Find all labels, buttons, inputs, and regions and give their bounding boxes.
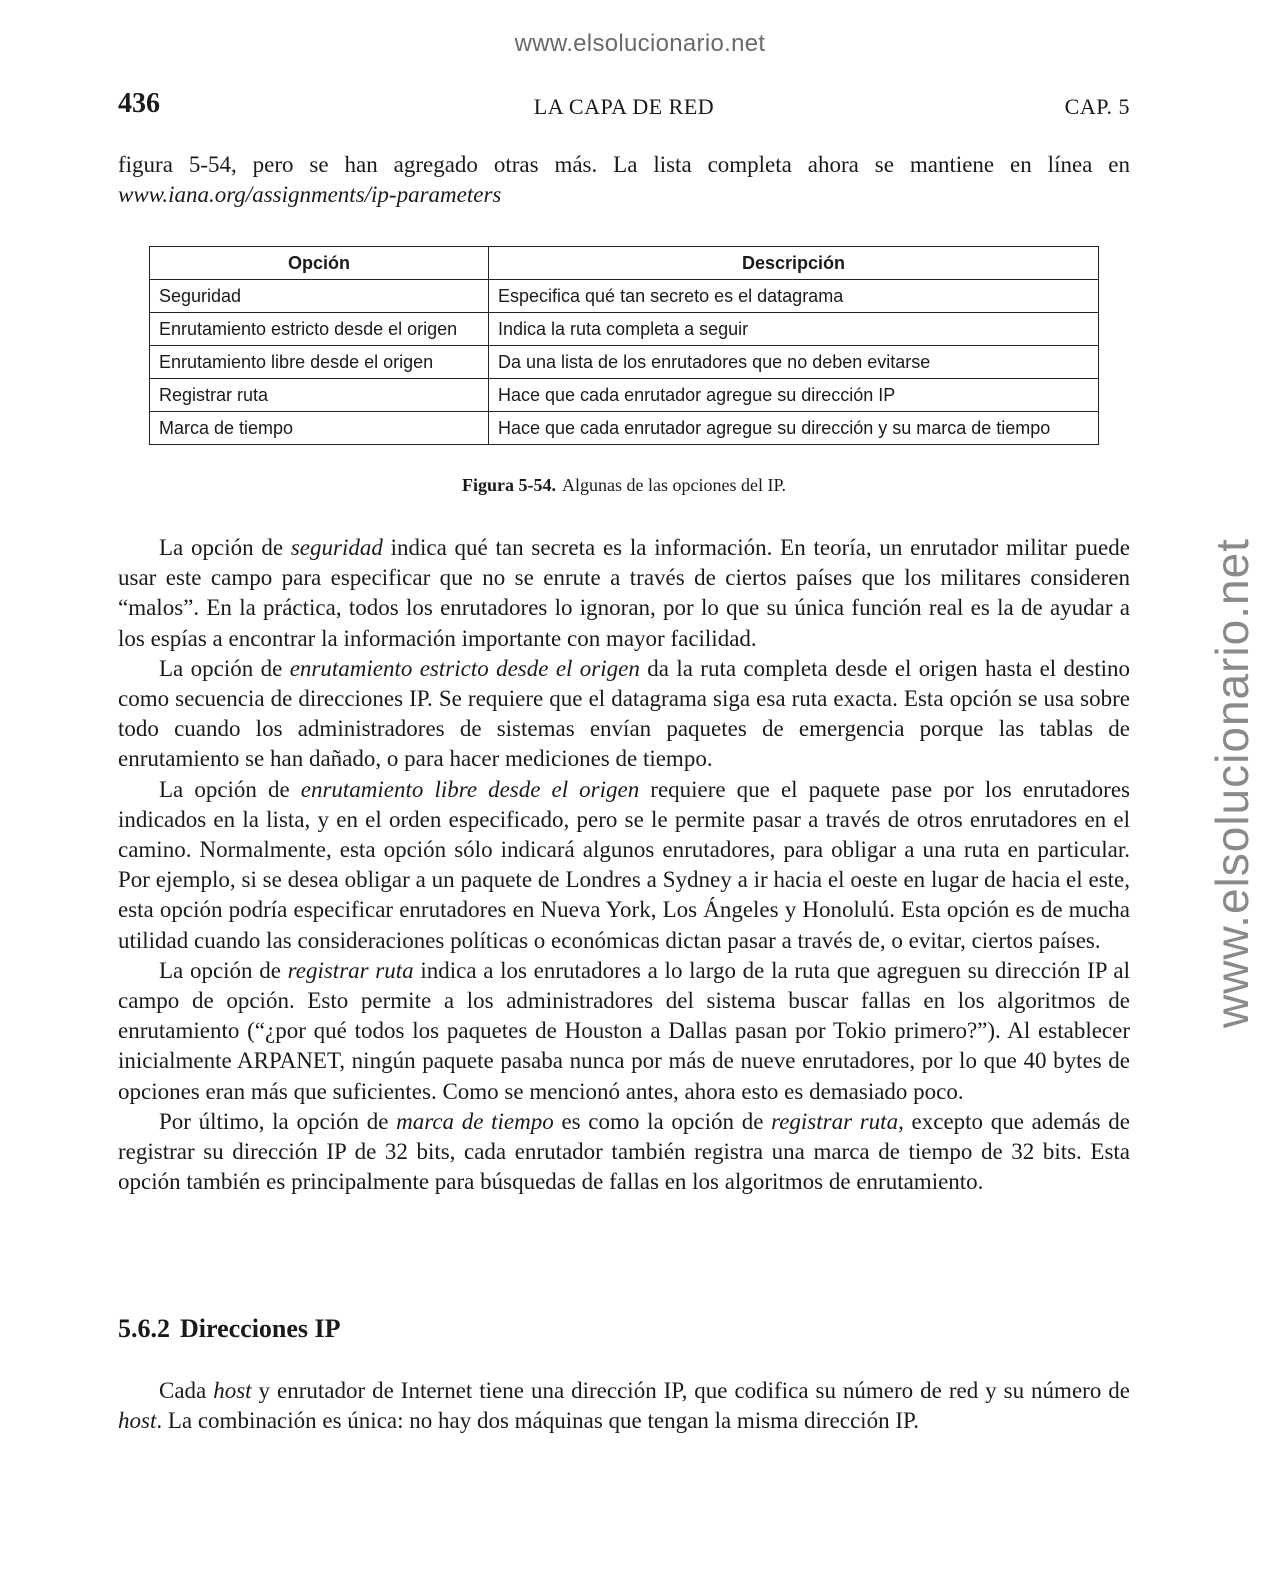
paragraph-text: indica a los enrutadores a lo largo de la ruta que agreguen su dirección IP al campo de opción. Esto permite a los administradores del sistema buscar fallas en los algoritmos de enrutamiento (“¿por qué todos los paquetes de Houston a Dallas pasan por Tokio primero?”). Al establecer inicialmente ARPANET, ningún paquete pasaba nunca por más de nueve enrutadores, por lo que 40 bytes de opciones eran más que suficientes. Como se mencionó antes, ahora esto es demasiado poco. <box>118 957 1130 1104</box>
watermark-side-text: www.elsolucionario.net <box>1206 538 1258 1028</box>
paragraph-record-route <box>118 956 1130 1107</box>
figure-caption-text: Algunas de las opciones del IP. <box>562 475 786 495</box>
table-row <box>150 313 1099 346</box>
paragraph-text: . La combinación es única: no hay dos máquinas que tengan la misma dirección IP. <box>156 1408 919 1434</box>
paragraph-text: indica qué tan secreta es la información. En teoría, un enrutador militar puede usar este campo para especificar que no se enrute a través de ciertos países que los militares consideren “malos”. En la práctica, todos los enrutadores lo ignoran, por lo que su única función real es la de ayudar a los espías a encontrar la información importante con mayor facilidad. <box>118 535 1130 651</box>
term-record-route-ref: registrar ruta, <box>771 1108 904 1134</box>
term-record-route: registrar ruta <box>287 957 414 983</box>
term-loose-routing: enrutamiento libre desde el origen <box>300 776 640 802</box>
paragraph-text: requiere que el paquete pase por los enrutadores indicados en la lista, y en el orden especificado, pero se le permite pasar a través de otros enrutadores en el camino. Normalmente, esta opción sólo indicará algunos enrutadores, para obligar a una ruta en particular. Por ejemplo, si se desea obligar a un paquete de Londres a Sydney a ir hacia el oeste en lugar de hacia el este, esta opción podría especificar enrutadores en Nueva York, Los Ángeles y Honolulú. Esta opción es de mucha utilidad cuando las consideraciones políticas o económicas dictan pasar a través de, o evitar, ciertos países. <box>118 776 1131 953</box>
paragraph-text: La opción de <box>159 776 301 802</box>
intro-paragraph <box>118 150 1130 210</box>
section-number: 5.6.2 <box>118 1314 170 1343</box>
ip-options-table <box>149 246 1099 445</box>
option-cell: Marca de tiempo <box>150 412 489 445</box>
term-security: seguridad <box>290 535 383 560</box>
page-number: 436 <box>118 88 160 119</box>
paragraph-text: La opción de <box>159 535 291 560</box>
paragraph-text: y enrutador de Internet tiene una dirección IP, que codifica su número de red y su número de <box>251 1378 1130 1403</box>
intro-block <box>118 150 1130 210</box>
paragraph-text: es como la opción de <box>553 1108 772 1134</box>
section-heading <box>118 1314 341 1344</box>
paragraph-loose-routing <box>118 775 1130 956</box>
table-row <box>150 280 1099 313</box>
option-cell: Registrar ruta <box>150 379 489 412</box>
option-cell: Enrutamiento estricto desde el origen <box>150 313 489 346</box>
term-host: host <box>213 1378 252 1403</box>
term-timestamp: marca de tiempo <box>396 1108 554 1134</box>
paragraph-text: La opción de <box>159 655 290 681</box>
running-head <box>118 88 1130 124</box>
closing-text <box>118 1376 1130 1436</box>
paragraph-ip-addresses <box>118 1376 1130 1436</box>
paragraph-text: excepto que además de registrar su dirección IP de 32 bits, cada enrutador también registra una marca de tiempo de 32 bits. Esta opción también es principalmente para búsquedas de fallas en los algoritmos de enrutamiento. <box>118 1108 1131 1195</box>
paragraph-text: La opción de <box>159 957 288 983</box>
chapter-label: CAP. 5 <box>1064 94 1130 119</box>
description-cell: Da una lista de los enrutadores que no deben evitarse <box>489 346 1099 379</box>
description-cell: Especifica qué tan secreto es el datagrama <box>489 280 1099 313</box>
option-cell: Seguridad <box>150 280 489 313</box>
paragraph-strict-routing <box>118 654 1130 775</box>
body-text <box>118 533 1130 1197</box>
table-header-row <box>150 247 1099 280</box>
column-header-option: Opción <box>150 247 489 280</box>
section-title: Direcciones IP <box>180 1314 341 1343</box>
iana-url: www.iana.org/assignments/ip-parameters <box>118 182 502 208</box>
figure-caption <box>0 475 1248 496</box>
paragraph-timestamp <box>118 1107 1130 1198</box>
term-host: host <box>118 1408 157 1434</box>
term-strict-routing: enrutamiento estricto desde el origen <box>289 655 640 681</box>
description-cell: Indica la ruta completa a seguir <box>489 313 1099 346</box>
option-cell: Enrutamiento libre desde el origen <box>150 346 489 379</box>
paragraph-security <box>118 533 1130 654</box>
paragraph-text: Cada <box>159 1378 214 1403</box>
chapter-title: LA CAPA DE RED <box>533 94 715 119</box>
intro-text: figura 5-54, pero se han agregado otras más. La lista completa ahora se mantiene en línea en <box>118 152 1130 177</box>
paragraph-text: da la ruta completa desde el origen hasta el destino como secuencia de direcciones IP. Se requiere que el datagrama siga esa ruta exacta. Esta opción se usa sobre todo cuando los administradores de sistemas envían paquetes de emergencia porque las tablas de enrutamiento se han dañado, o para hacer mediciones de tiempo. <box>118 655 1130 772</box>
figure-label: Figura 5-54. <box>462 475 557 495</box>
table-row <box>150 346 1099 379</box>
description-cell: Hace que cada enrutador agregue su dirección y su marca de tiempo <box>489 412 1099 445</box>
paragraph-text: Por último, la opción de <box>159 1108 397 1134</box>
table-row <box>150 379 1099 412</box>
column-header-description: Descripción <box>489 247 1099 280</box>
watermark-top: www.elsolucionario.net <box>514 30 766 57</box>
description-cell: Hace que cada enrutador agregue su dirección IP <box>489 379 1099 412</box>
table-row <box>150 412 1099 445</box>
